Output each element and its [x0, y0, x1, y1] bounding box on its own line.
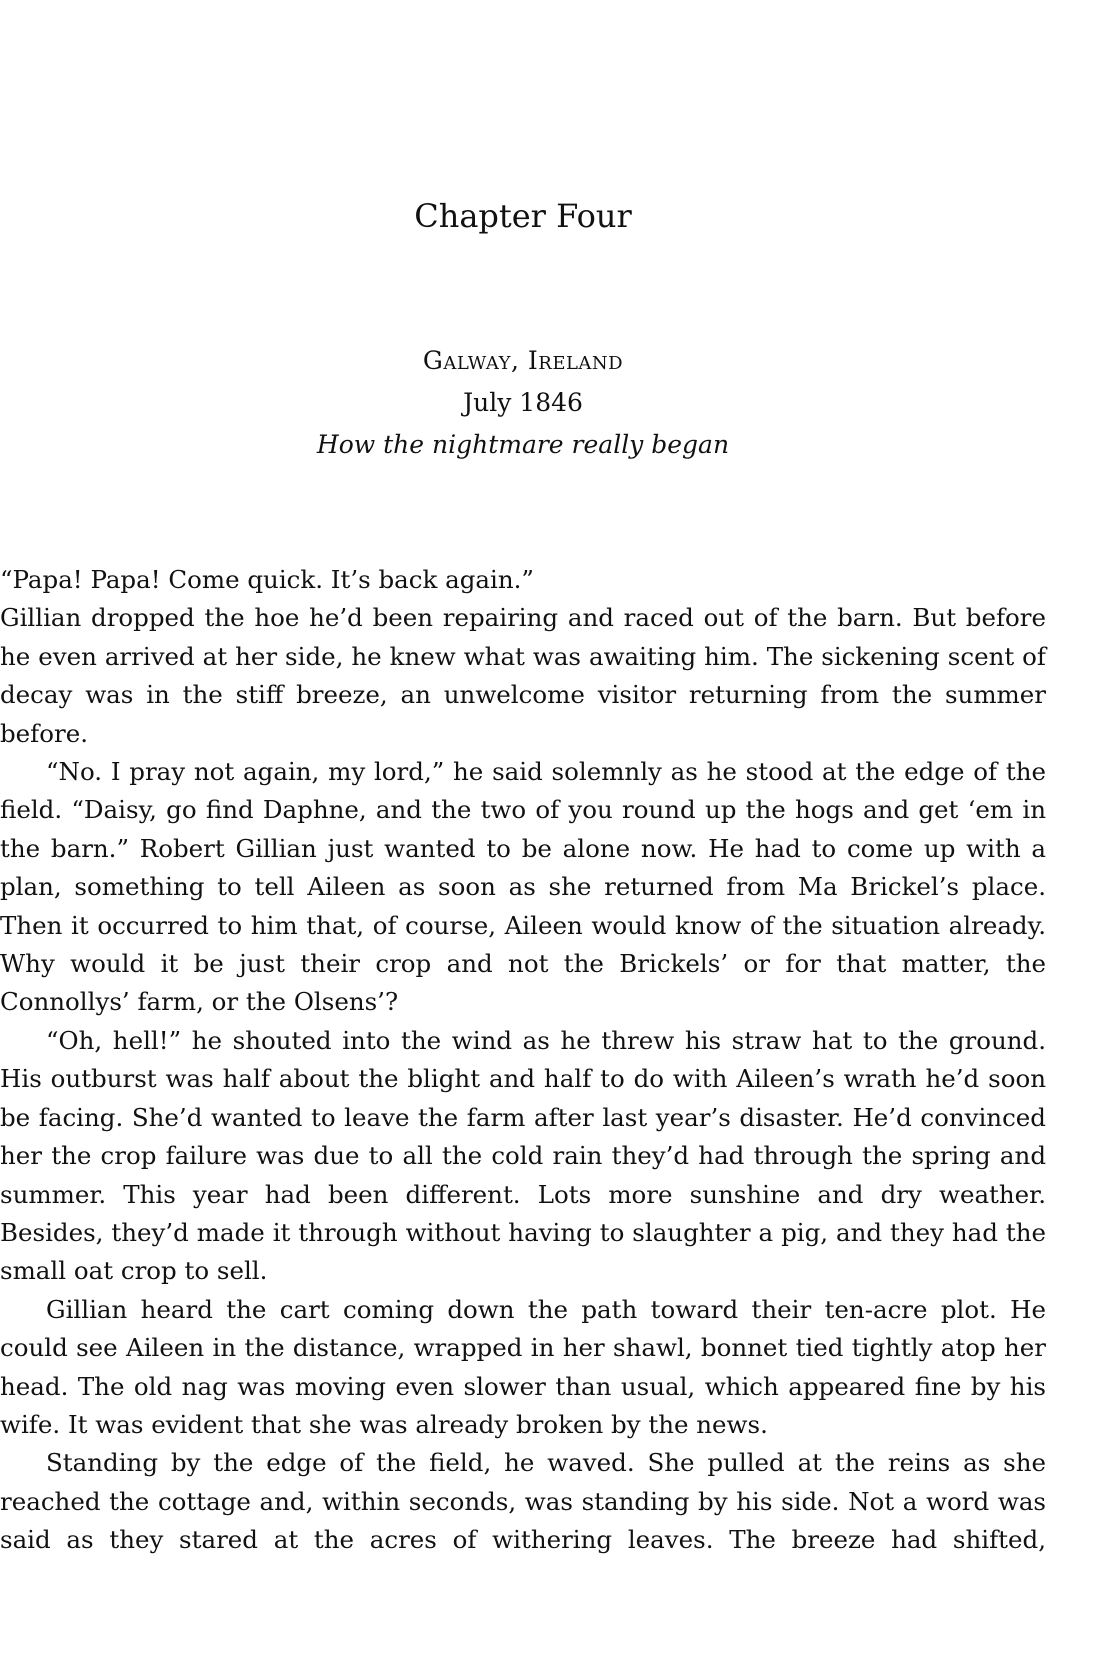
chapter-title: Chapter Four [414, 197, 632, 235]
paragraph: “Oh, hell!” he shouted into the wind as he threw his straw hat to the ground. His outburst was half about the blight and half to do with Aileen’s wrath he’d soon be facing. She’d wanted to leave the farm after last year’s disaster. He’d convinced her the crop failure was due to all the cold rain they’d had through the spring and summer. This year had been different. Lots more sunshine and dry weather. Besides, they’d made it through without having to slaughter a pig, and they had the small oat crop to sell. [0, 1025, 1046, 1286]
paragraph: Gillian heard the cart coming down the path toward their ten-acre plot. He could see Aileen in the distance, wrapped in her shawl, bonnet tied tightly atop her head. The old nag was moving even slower than usual, which appeared fine by his wife. It was evident that she was already broken by the news. [0, 1294, 1046, 1439]
paragraph: Standing by the edge of the field, he waved. She pulled at the reins as she reached the cottage and, within seconds, was standing by his side. Not a word was said as they stared at the acres of withering leaves. The breeze had shifted, [0, 1448, 1046, 1555]
chapter-body [0, 561, 1046, 1560]
paragraph: “No. I pray not again, my lord,” he said solemnly as he stood at the edge of the field. “Daisy, go find Daphne, and the two of you round up the hogs and get ‘em in the barn.” Robert Gillian just wanted to be alone now. He had to come up with a plan, something to tell Aileen as soon as she returned from Ma Brickel’s place. Then it occurred to him that, of course, Aileen would know of the situation already. Why would it be just their crop and not the Brickels’ or for that matter, the Connollys’ farm, or the Olsens’? [0, 757, 1046, 1017]
date-heading: July 1846 [463, 388, 583, 417]
paragraph: “Papa! Papa! Come quick. It’s back again.” [0, 565, 534, 594]
location-heading: Galway, Ireland [422, 346, 624, 375]
paragraph: Gillian dropped the hoe he’d been repairing and raced out of the barn. But before he even arrived at her side, he knew what was awaiting him. The sickening scent of decay was in the stiff breeze, an unwelcome visitor returning from the summer before. [0, 603, 1046, 748]
chapter-subtitle: How the nightmare really began [316, 430, 730, 459]
